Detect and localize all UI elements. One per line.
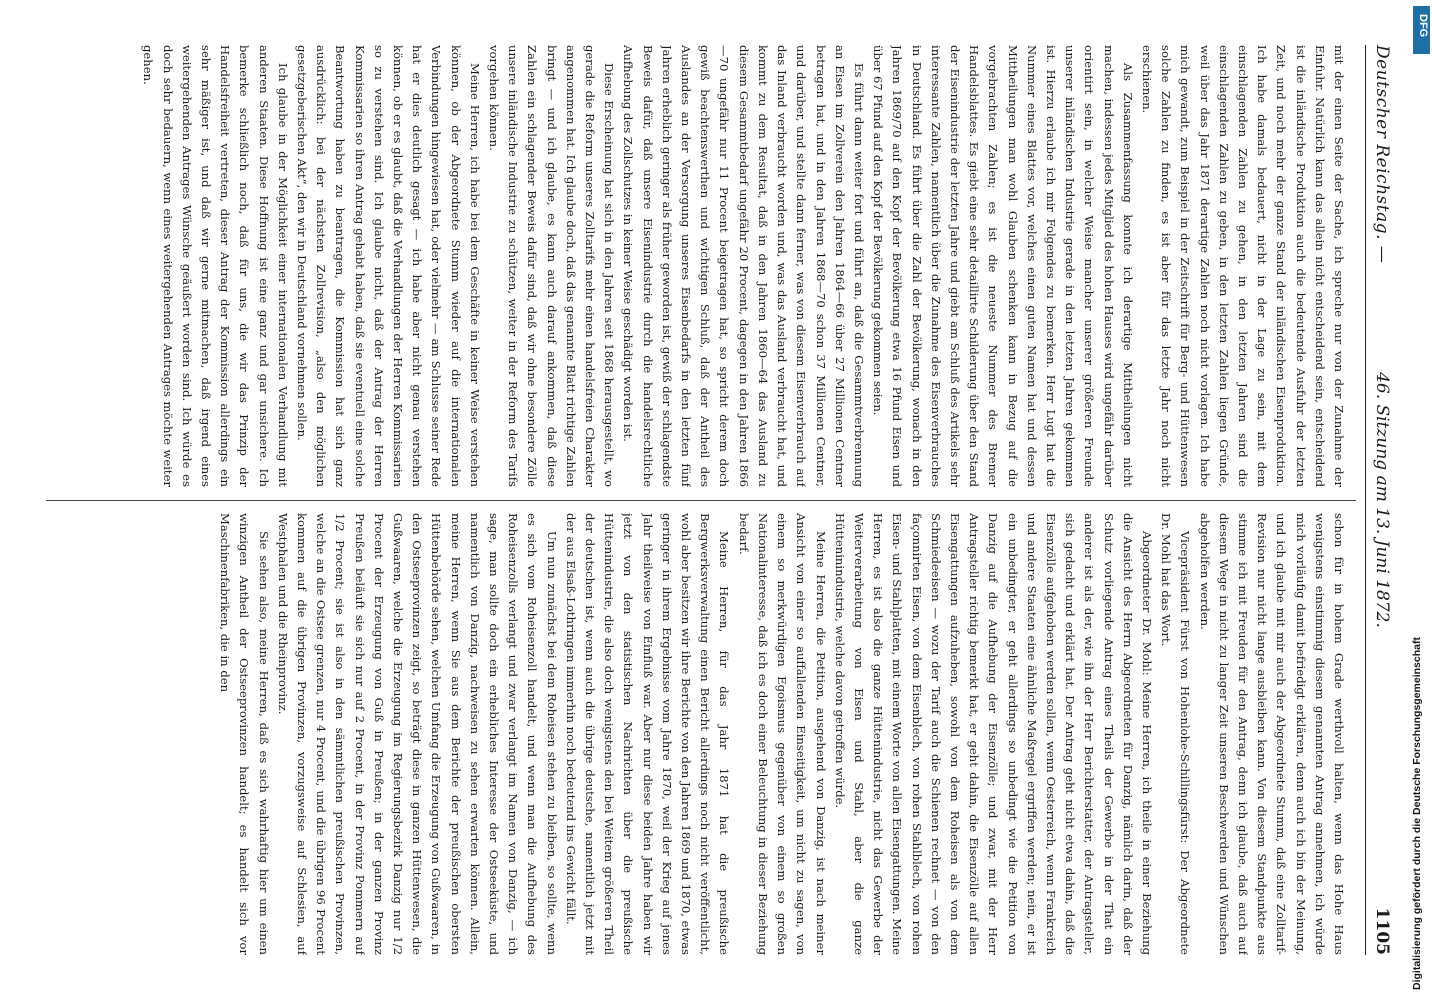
paragraph: Meine Herren, für das Jahr 1871 hat die preußische Bergwerksverwaltung einen Bericht allerdings noch nicht veröffentlicht, wohl aber besitzen wir ihre Berichte von den Jahren 1869 und 1870, etwas geringer in ihrem Ergebnisse vom Jahre 1870, weil der Krieg auf jenes Jahr theilweise von Einfluß war. Aber nur diese beiden Jahre haben wir jetzt von den statistischen Nachrichten über die preußische Hüttenindustrie, die also doch wenigstens den bei Weitem größeren Theil der deutschen ist, wenn auch die übrige deutsche, namentlich jetzt mit der aus Elsaß-Lothringen immerhin noch bedeutend ins Gewicht fällt. <box>563 513 732 955</box>
page-number: 1105 <box>1372 907 1392 955</box>
page-header <box>1365 45 1396 955</box>
paragraph: Diese Erscheinung hat sich in den Jahren seit 1868 herausgestellt, wo gerade die Reform unseres Zolltarifs mehr einen handelsfreien Charakter angenommen hat. Ich glaube doch, daß das genannte Blatt richtige Zahlen bringt — und ich glaube, es kann auch darauf ankommen, daß diese Zahlen ein schlagender Beweis dafür sind, daß wir ohne besondere Zölle unsere inländische Industrie zu schützen, weiter in der Reform des Tarifs vorgehen können. <box>487 45 617 487</box>
dfg-logo <box>1413 6 1430 54</box>
dfg-logo-text: DFG <box>1417 14 1429 38</box>
paragraph: mit der einen Seite der Sache, ich spreche nur von der Zunahme der Einfuhr. Natürlich kann das allein nicht entscheidend sein, entscheidend ist die inländische Produktion auch die bedeutende Ausfuhr der letzten Zeit, und noch mehr der ganze Stand der inländischen Eisenproduktion. Ich habe damals bedauert, nicht in der Lage zu sein, mit dem einschlagenden Zahlen zu gehen, in den letzten Jahren sind die einschlagenden Zahlen zu geben, in den letzten Zahlen liegen Gründe, weil über das Jahr 1871 derartige Zahlen noch nicht vorlagen. Ich habe mich gewandt, zum Beispiel in der Zeitschrift für Berg- und Hüttenwesen solche Zahlen zu finden, es ist aber für das letzte Jahr noch nicht erschienen. <box>1139 45 1346 487</box>
journal-title: Deutscher Reichstag. — <box>1372 45 1392 264</box>
text-columns <box>46 45 1348 955</box>
paragraph: Sie sehen also, meine Herren, daß es sich wahrhaftig hier um einen winzigen Antheil der Ostseeprovinzen handelt; es handelt sich vor Maschinenfabriken, die in den <box>218 513 271 955</box>
rotated-scanned-page <box>6 5 1426 995</box>
paragraph: Um nun zunächst bei dem Roheisen stehen zu bleiben, so sollte, wenn es sich vom Roheisenzoll handelt, und wenn man die Aufhebung des Roheisenzolls verlangt und zwar verlangt im Namen von Danzig, — ich sage, man sollte doch ein erhebliches Interesse der Ostseeküste, und namentlich von Danzig, nachweisen zu sehen erwarten können. Allein, meine Herren, wenn Sie aus dem Berichte der preußischen obersten Hüttenbehörde sehen, welchen Umfang die Erzeugung von Gußwaaren, in den Ostseeprovinzen zeigt, so beträgt diese in ganzen Hüttenwesen, die Gußwaaren, welche die Erzeugung im Regierungsbezirk Danzig nur 1/2 Procent der Erzeugung von Guß in Preußen; in der ganzen Provinz Preußen beläuft sie sich nur auf 2 Procent, in der Provinz Pommern auf 1/2 Procent; sie ist also in den sämmtlichen preußischen Provinzen, welche an die Ostsee grenzen, nur 4 Procent, und die übrigen 96 Procent kommen auf die übrigen Provinzen, vorzugsweise auf Schlesien, auf Westphalen und die Rheinprovinz. <box>275 513 559 955</box>
paragraph: Es führt dann weiter fort und führt an, daß die Gesammtverbrennung an Eisen im Zollverein den Jahren 1864—66 über 27 Millionen Centner betragen hat, und in den Jahren 1868—70 schon 37 Millionen Centner, und darüber, und stellte dann ferner, was von diesem Eisenverbrauch auf das Inland verbraucht worden und, was das Ausland verbraucht hat, und kommt zu dem Resultat, daß in den Jahren 1860—64 das Ausland zu diesem Gesammtbedarf ungefähr 20 Procent, dagegen in den Jahren 1866—70 ungefähr nur 11 Procent beigetragen hat, so spricht derem doch gewiß beachtenswerthen und wichtigen Schluß, daß der Antheil des Auslandes an der Versorgung unseres Eisenbedarfs in den letzten fünf Jahren erheblich geringer als früher geworden ist, gewiß der schlagendste Beweis dafür, daß unsere Eisenindustrie durch die handelsrechtliche Aufhebung des Zollschutzes in keiner Weise geschädigt worden ist. <box>621 45 866 487</box>
president-announcement: Vicepräsident Fürst von Hohenlohe-Schillingsfürst: Der Abgeordnete Dr. Mohl hat das Wort. <box>1159 513 1193 955</box>
paragraph: Meine Herren, ich habe bei dem Geschäfte in keiner Weise verstehen können, ob der Abgeordnete Stumm wieder auf die internationalen Verbindungen hingewiesen hat, oder vielmehr — am Schlusse seiner Rede hat er dies deutlich gesagt — ich habe aber nicht genau verstehen können, ob er es glaubt, daß die Verhandlungen der Herren Kommissarien so zu verstehen sind. Ich glaube nicht, daß der Antrag der Herren Kommissarien so ihren Antrag gehabt haben, daß sie eventuell eine solche Beantwortung haben zu beantragen, die Kommission hat sich ganz ausdrücklich: bei der nächsten Zollrevision, „also den möglichen gesetzgeberischen Akt“, den wir in Deutschland vornehmen sollen. <box>295 45 482 487</box>
paragraph: Ich glaube in der Möglichkeit einer internationalen Verhandlung mit anderen Staaten. Diese Hoffnung ist eine ganz und gar unsichere. Ich bemerke schließlich noch, daß für uns, die wir das Prinzip der Handelsfreiheit vertreten, dieser Antrag der Kommission allerdings ein sehr mäßiger ist, und daß wir gerne mitmachen, daß irgend eines weitergehenden Antrages Wünsche geäußert worden sind. Ich würde es doch sehr bedauern, wenn eines weitergehenden Antrages möchte weiter gehen. <box>141 45 290 487</box>
speech-paragraph: Abgeordneter Dr. Mohl: Meine Herren, ich theile in einer Beziehung die Ansicht des Herrn Abgeordneten für Danzig, nämlich darin, daß der Schutz vorliegende Antrag eines Theils der Gewerbe in der That ein anderer ist als der, wie ihn der Herr Berichterstatter, der Antragsteller, sich gedacht und erklärt hat. Der Antrag geht nicht etwa dahin, daß die Eisenzölle aufgehoben werden sollen, wenn Oesterreich, wenn Frankreich und andere Staaten eine ähnliche Maßregel ergriffen werden; nein, er ist ein unbedingter, er geht allerdings so unbedingt wie die Petition von Danzig auf die Aufhebung der Eisenzölle; und zwar, mit der Herr Antragsteller richtig bemerkt hat, er geht dahin, die Eisenzölle auf allen Eisengattungen aufzuheben, sowohl von dem Roheisen als von dem Schmiedeeisen — wozu der Tarif auch die Schienen rechnet — von den façonnirten Eisen, von dem Eisenblech, von rohen Stahlblech, von rohen Eisen- und Stahlplatten, mit einem Worte von allen Eisengattungen. Meine Herren, es ist also die ganze Hüttenindustrie, nicht das Gewerbe der Weiterverarbeitung von Eisen und Stahl, aber die ganze Hütteninindustrie, welche davon getroffen würde. <box>832 513 1154 955</box>
paragraph: Als Zusammenfassung konnte ich derartige Mittheilungen nicht machen, indessen jedes Mitglied des hohen Hauses wird ungefähr darüber orientirt sein, in welcher Weise mancher unserer größeren Freunde unserer inländischen Industrie gerade in den letzten Jahren gekommen ist. Hierzu erlaube ich mir Folgendes zu bemerken. Herr Lugt hat die Nummer eines Blattes vor, welches einen guten Namen hat und dessen Mittheilungen man wohl Glauben schenken kann in Bezug auf die vorgebrachten Zahlen; es ist die neueste Nummer des Bremer Handelsblattes. Es giebt eine sehr detaillirte Schilderung über den Stand der Eisenindustrie der letzten Jahre und giebt am Schluß des Artikels sehr interessante Zahlen, namentlich über die Zunahme des Eisenverbrauches in Deutschland. Es führt über die Zahl der Bevölkerung, wonach in den Jahren 1869/70 auf den Kopf der Bevölkerung etwa 16 Pfund Eisen und über 67 Pfund auf den Kopf der Bevölkerung gekommen seien. <box>871 45 1135 487</box>
right-column <box>46 513 1348 955</box>
session-date: 46. Sitzung am 13. Juni 1872. <box>1372 372 1392 628</box>
left-column <box>46 45 1348 487</box>
paragraph: schon für in hohem Grade werthvoll halten, wenn das Hohe Haus wenigstens einstimmig diesem genannten Antrag annehmen, ich würde mich vorläufig damit befriedigt erklären, denn auch ich bin der Meinung, und ich glaube mit mir auch der Abgeordnete Stumm, daß eine Zolltarif-Revision nur nicht lange ausbleiben kann. Von diesem Standpunkte aus stimme ich mit Freuden für den Antrag, denn ich glaube, daß auch auf diesem Wege in nicht zu langer Zeit unseren Beschwerden und Wünschen abgeholfen werden. <box>1197 513 1346 955</box>
paragraph: Meine Herren, die Petition, ausgehend von Danzig, ist nach meiner Ansicht von einer so auffallenden Einseitigkeit, um nicht zu sagen, von einem so merkwürdigen Egoismus gegenüber von einem so großen Nationalinteresse, daß ich es doch einer Beleuchtung in dieser Beziehung bedarf. <box>736 513 828 955</box>
digitization-credit: Digitalisierung gefördert durch die Deutsche Forschungsgemeinschaft <box>1411 637 1423 990</box>
